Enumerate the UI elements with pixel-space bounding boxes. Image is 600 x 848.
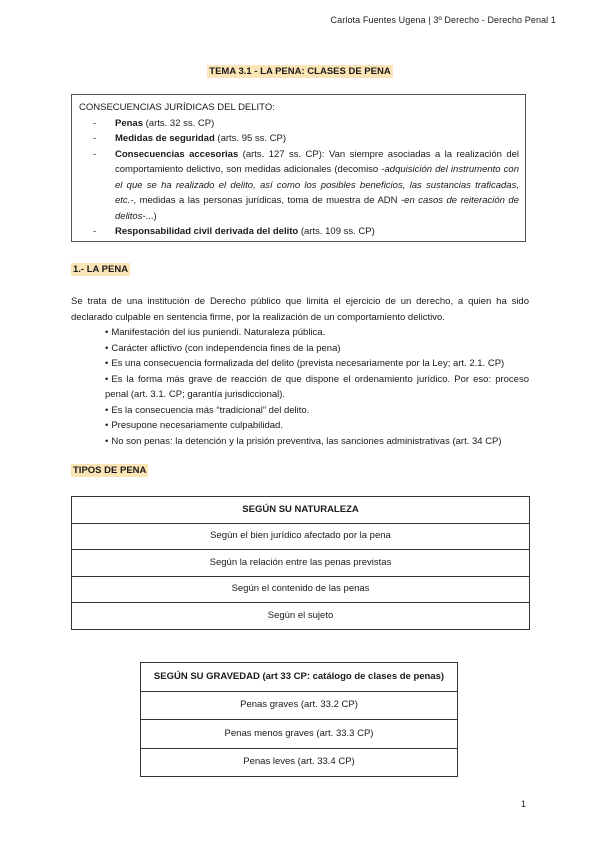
table-row [141, 748, 458, 777]
consequences-heading: CONSECUENCIAS JURÍDICAS DEL DELITO: [79, 102, 275, 113]
table-row [72, 523, 530, 550]
table-by-nature [71, 496, 530, 630]
table-cell: Penas graves (art. 33.2 CP) [141, 691, 458, 720]
list-item: • Es una consecuencia formalizada del delito (prevista necesariamente por la Ley; art. 2.1. CP) [105, 358, 505, 369]
page-header: Carlota Fuentes Ugena | 3º Derecho - Derecho Penal 1 [330, 15, 556, 25]
list-item: • Carácter aflictivo (con independencia fines de la pena) [105, 342, 341, 354]
table-cell: Penas menos graves (art. 33.3 CP) [141, 720, 458, 749]
item-term: Responsabilidad civil derivada del delito [115, 226, 299, 238]
item-term: Penas [115, 117, 143, 129]
list-item: - Medidas de seguridad (arts. 95 ss. CP) [93, 133, 287, 145]
table-row [141, 663, 458, 692]
list-item: • Es la consecuencia más “tradicional” del delito. [105, 404, 310, 416]
section-heading-tipos-de-pena: TIPOS DE PENA [73, 465, 147, 476]
page-number: 1 [521, 799, 527, 809]
table-cell: Según el bien jurídico afectado por la pena [72, 523, 530, 550]
characteristics-list [71, 325, 529, 449]
table-cell: Según el contenido de las penas [72, 576, 530, 603]
table-header-cell: SEGÚN SU NATURALEZA [72, 497, 530, 524]
list-item: • Presupone necesariamente culpabilidad. [105, 420, 283, 431]
list-item: • Manifestación del ius puniendi. Naturaleza pública. [105, 327, 326, 338]
table-by-severity [140, 662, 458, 777]
table-row [141, 691, 458, 720]
table-row [72, 576, 530, 603]
consequences-list [79, 116, 519, 240]
list-item: - Responsabilidad civil derivada del delito (arts. 109 ss. CP) [93, 226, 375, 238]
table-row [141, 720, 458, 749]
document-title-text: TEMA 3.1 - LA PENA: CLASES DE PENA [209, 66, 391, 77]
list-item: • No son penas: la detención y la prisión preventiva, las sanciones administrativas (art. 34 CP) [105, 435, 502, 447]
item-term: Consecuencias accesorias [115, 148, 239, 160]
table-cell: Penas leves (art. 33.4 CP) [141, 748, 458, 777]
item-term: Medidas de seguridad [115, 133, 215, 145]
table-row [72, 550, 530, 577]
section-heading-la-pena: 1.- LA PENA [73, 264, 129, 275]
document-title [0, 65, 600, 79]
table-cell: Según la relación entre las penas previstas [72, 550, 530, 577]
table-header-cell: SEGÚN SU GRAVEDAD (art 33 CP: catálogo de clases de penas) [141, 663, 458, 692]
list-item: - Consecuencias accesorias (arts. 127 ss. CP): Van siempre asociadas a la realización del comportamiento delictivo, son medidas adicionales (decomiso -adquisición del instrumento con el que se ha realizado el delito, así como los posibles beneficios, las sustancias traficadas, etc.-, medidas a las personas jurídicas, toma de muestra de ADN -en casos de reiteración de delitos-...) [93, 148, 519, 222]
table-row [72, 603, 530, 630]
table-row [72, 497, 530, 524]
definition-paragraph: Se trata de una institución de Derecho público que limita el ejercicio de un derecho, a quien ha sido declarado culpable en sentencia firme, por la realización de un comportamiento delictivo. [71, 296, 529, 323]
list-item: - Penas (arts. 32 ss. CP) [93, 117, 215, 129]
table-cell: Según el sujeto [72, 603, 530, 630]
list-item: • Es la forma más grave de reacción de que dispone el ordenamiento jurídico. Por eso: proceso penal (art. 3.1. CP; garantía jurisdiccional). [105, 373, 529, 400]
consequences-box [71, 94, 526, 242]
